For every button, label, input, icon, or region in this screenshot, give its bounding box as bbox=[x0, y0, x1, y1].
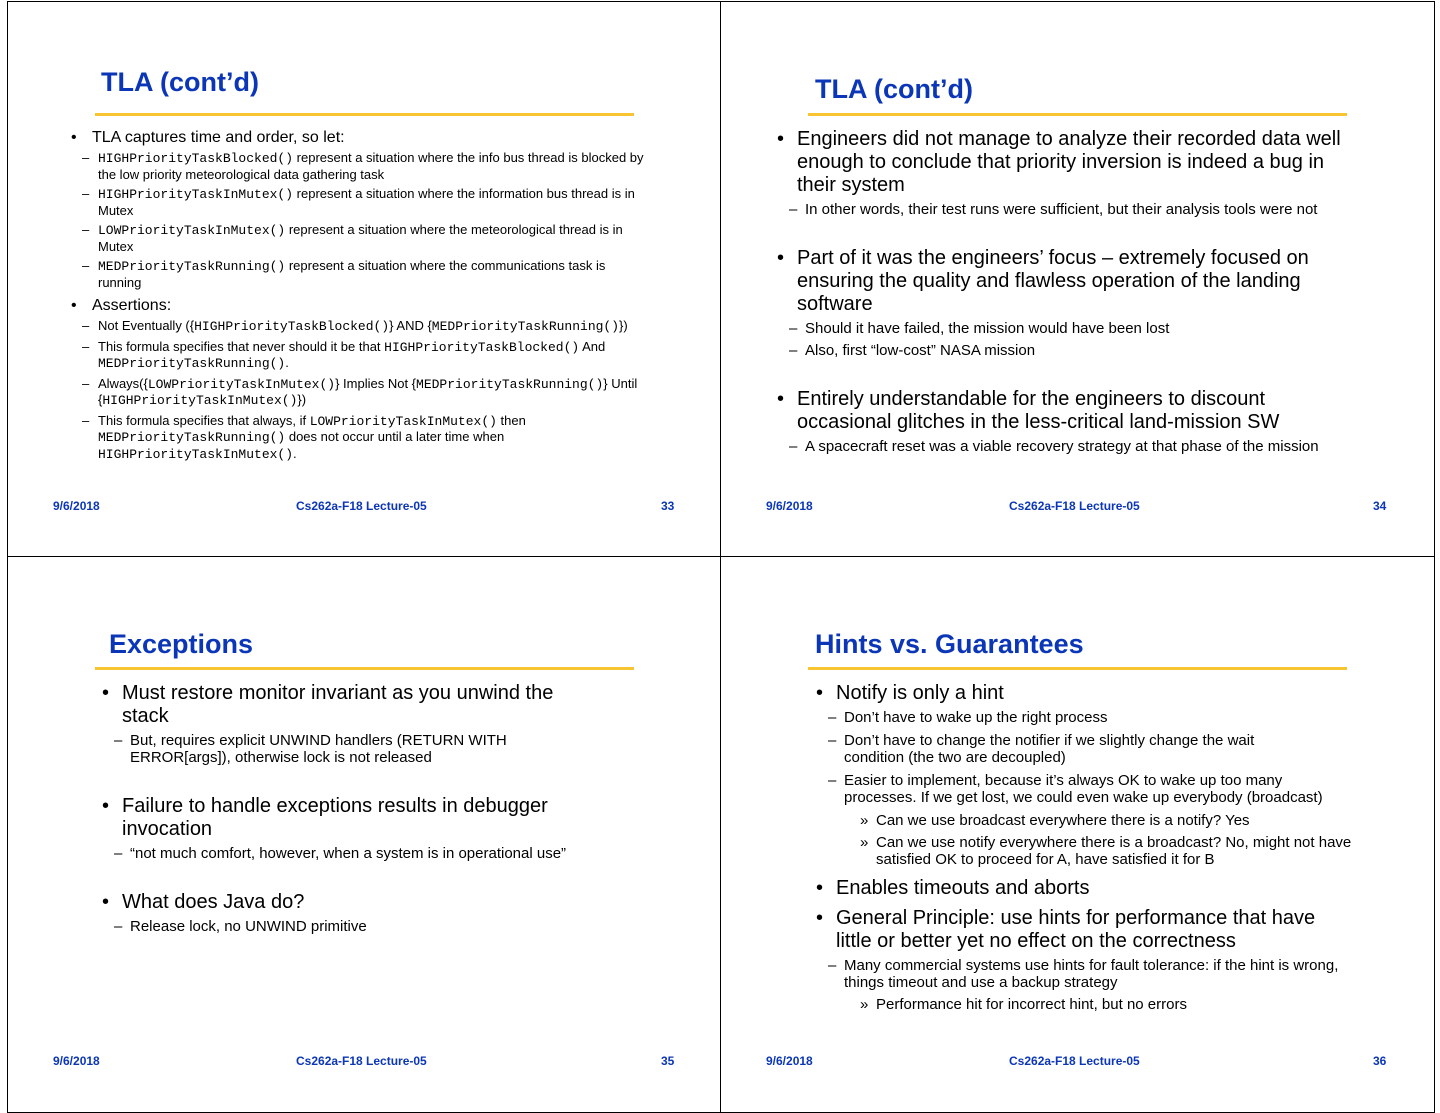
bullet-dot: • bbox=[816, 907, 824, 929]
text-run: } Implies Not { bbox=[335, 375, 417, 391]
text-run: . bbox=[293, 445, 297, 461]
sub-bullet-text: represent a situation where the info bus thread is blocked by the low priority meteorological data gathering task bbox=[98, 150, 644, 182]
dash: – bbox=[789, 342, 798, 359]
sub-bullet bbox=[71, 258, 651, 290]
sub-bullet bbox=[71, 376, 651, 409]
bullet-text: Notify is only a hint bbox=[836, 682, 1004, 704]
dash: – bbox=[789, 320, 798, 337]
sub-sub-bullet bbox=[816, 834, 1386, 868]
chevron: » bbox=[860, 996, 869, 1013]
text-run: does not occur until a later time when bbox=[285, 429, 505, 444]
sub-bullet bbox=[71, 150, 651, 182]
footer-page-number: 36 bbox=[1373, 1054, 1387, 1068]
footer-course: Cs262a-F18 Lecture-05 bbox=[1009, 499, 1140, 513]
footer-course: Cs262a-F18 Lecture-05 bbox=[296, 1054, 427, 1068]
bullet bbox=[102, 891, 622, 914]
bullet bbox=[777, 388, 1357, 434]
bullet-dot: • bbox=[71, 297, 77, 314]
bullet bbox=[102, 795, 602, 841]
dash: – bbox=[114, 918, 123, 935]
sub-bullet-text: Should it have failed, the mission would have been lost bbox=[805, 320, 1170, 337]
dash: – bbox=[82, 412, 90, 428]
bullet bbox=[816, 907, 1356, 953]
title-underline bbox=[808, 667, 1347, 670]
sub-bullet-text: Don’t have to change the notifier if we slightly change the wait condition (the two are decoupled) bbox=[844, 732, 1255, 766]
dash: – bbox=[82, 150, 90, 165]
code-term: MEDPriorityTaskRunning() bbox=[98, 259, 286, 274]
code-term: LOWPriorityTaskInMutex() bbox=[98, 223, 286, 238]
dash: – bbox=[789, 438, 798, 455]
sub-bullet-text: Many commercial systems use hints for fault tolerance: if the hint is wrong, things timeout and use a backup strategy bbox=[844, 957, 1339, 991]
footer-page-number: 33 bbox=[661, 499, 675, 513]
bullet-dot: • bbox=[102, 682, 110, 704]
sub-bullet bbox=[71, 339, 651, 372]
slide-34 bbox=[720, 1, 1435, 557]
dash: – bbox=[82, 222, 90, 237]
text-run: } AND { bbox=[389, 318, 432, 333]
sub-bullet bbox=[816, 709, 1356, 726]
title-underline bbox=[95, 667, 634, 670]
dash: – bbox=[828, 709, 837, 726]
sub-bullet-text: Also, first “low-cost” NASA mission bbox=[805, 342, 1036, 359]
sub-bullet bbox=[816, 957, 1354, 991]
footer-page-number: 34 bbox=[1373, 499, 1387, 513]
text-run: This formula specifies that always, if bbox=[98, 412, 310, 428]
sub-bullet-text: represent a situation where the communications task is running bbox=[98, 258, 606, 290]
dash: – bbox=[828, 957, 837, 974]
slide-body bbox=[816, 682, 1356, 1013]
sub-bullet bbox=[816, 772, 1354, 806]
sub-bullet bbox=[71, 318, 651, 335]
footer-course: Cs262a-F18 Lecture-05 bbox=[296, 499, 427, 513]
sub-bullet-text: Release lock, no UNWIND primitive bbox=[130, 918, 367, 935]
bullet-text: Enables timeouts and aborts bbox=[836, 877, 1090, 899]
sub-bullet-text: Don’t have to wake up the right process bbox=[844, 709, 1108, 726]
sub-bullet bbox=[816, 732, 1304, 766]
bullet bbox=[777, 128, 1357, 197]
bullet-dot: • bbox=[777, 247, 785, 269]
code-term: MEDPriorityTaskRunning() bbox=[431, 319, 620, 334]
code-term: HIGHPriorityTaskInMutex() bbox=[98, 446, 294, 462]
dash: – bbox=[114, 845, 123, 862]
slide-title: TLA (cont’d) bbox=[101, 67, 259, 97]
footer-course: Cs262a-F18 Lecture-05 bbox=[1009, 1054, 1140, 1068]
bullet bbox=[816, 877, 1356, 900]
sub-bullet-text: represent a situation where the meteorological thread is in Mutex bbox=[98, 222, 623, 254]
bullet bbox=[102, 682, 602, 728]
footer-date: 9/6/2018 bbox=[766, 499, 813, 513]
sub-bullet bbox=[777, 320, 1427, 337]
sub-sub-bullet bbox=[816, 996, 1356, 1013]
code-term: HIGHPriorityTaskInMutex() bbox=[98, 187, 294, 202]
sub-bullet-text: Easier to implement, because it’s always OK to wake up too many processes. If we get lost, we could even wake up everybody (broadcast) bbox=[844, 772, 1323, 806]
slide-title: Exceptions bbox=[109, 629, 254, 659]
footer-date: 9/6/2018 bbox=[766, 1054, 813, 1068]
text-run: }) bbox=[297, 392, 307, 407]
dash: – bbox=[828, 772, 837, 789]
bullet-text: Entirely understandable for the engineers to discount occasional glitches in the less-critical land-mission SW bbox=[797, 388, 1280, 433]
bullet-dot: • bbox=[777, 128, 785, 150]
code-term: HIGHPriorityTaskBlocked() bbox=[384, 339, 580, 355]
slide-36 bbox=[720, 556, 1435, 1113]
bullet-text: Failure to handle exceptions results in debugger invocation bbox=[122, 795, 548, 840]
sub-sub-bullet-text: Performance hit for incorrect hint, but no errors bbox=[876, 996, 1187, 1013]
title-underline bbox=[808, 113, 1347, 116]
code-term: MEDPriorityTaskRunning() bbox=[98, 356, 286, 371]
text-run: Not Eventually ({ bbox=[98, 318, 195, 333]
dash: – bbox=[82, 258, 90, 273]
sub-bullet-text: represent a situation where the information bus thread is in Mutex bbox=[98, 186, 635, 218]
dash: – bbox=[82, 375, 90, 391]
title-underline bbox=[95, 113, 634, 116]
bullet-text: Engineers did not manage to analyze their recorded data well enough to conclude that priority inversion is indeed a bug in their system bbox=[797, 128, 1341, 196]
sub-bullet bbox=[71, 413, 651, 463]
bullet bbox=[777, 247, 1357, 316]
sub-bullet-text: “not much comfort, however, when a system is in operational use” bbox=[130, 845, 567, 862]
bullet-dot: • bbox=[71, 129, 77, 146]
bullet-text: TLA captures time and order, so let: bbox=[92, 129, 345, 146]
text-run: Always({ bbox=[98, 375, 148, 391]
sub-bullet bbox=[102, 845, 622, 862]
sub-bullet bbox=[102, 918, 622, 935]
slide-body bbox=[102, 682, 622, 935]
bullet bbox=[71, 296, 651, 315]
slide-body bbox=[777, 128, 1427, 455]
dash: – bbox=[82, 318, 90, 333]
bullet-dot: • bbox=[102, 891, 110, 913]
bullet-dot: • bbox=[816, 682, 824, 704]
dash: – bbox=[114, 732, 123, 749]
slide-body bbox=[71, 128, 651, 462]
bullet-text: What does Java do? bbox=[122, 891, 305, 913]
bullet-text: Assertions: bbox=[92, 297, 172, 314]
footer-page-number: 35 bbox=[661, 1054, 675, 1068]
text-run: . bbox=[285, 355, 289, 370]
code-term: LOWPriorityTaskInMutex() bbox=[309, 413, 497, 429]
sub-bullet bbox=[777, 342, 1427, 359]
code-term: LOWPriorityTaskInMutex() bbox=[147, 376, 336, 392]
bullet-text: Must restore monitor invariant as you unwind the stack bbox=[122, 682, 554, 727]
dash: – bbox=[789, 201, 798, 218]
sub-bullet bbox=[71, 186, 651, 218]
slide-title: TLA (cont’d) bbox=[815, 74, 973, 104]
dash: – bbox=[82, 186, 90, 201]
bullet-dot: • bbox=[102, 795, 110, 817]
slide-33 bbox=[7, 1, 721, 557]
text-run: }) bbox=[619, 318, 628, 333]
sub-bullet-text: But, requires explicit UNWIND handlers (RETURN WITH ERROR[args]), otherwise lock is not released bbox=[130, 732, 507, 766]
sub-bullet bbox=[102, 732, 580, 766]
sub-bullet-text: In other words, their test runs were sufficient, but their analysis tools were not bbox=[805, 201, 1318, 218]
bullet-dot: • bbox=[816, 877, 824, 899]
bullet-text: General Principle: use hints for performance that have little or better yet no effect on the correctness bbox=[836, 907, 1316, 952]
code-term: HIGHPriorityTaskInMutex() bbox=[102, 393, 298, 408]
sub-bullet bbox=[777, 438, 1427, 455]
code-term: HIGHPriorityTaskBlocked() bbox=[194, 319, 390, 334]
sub-sub-bullet-text: Can we use notify everywhere there is a broadcast? No, might not have satisfied OK to proceed for A, have satisfied it for B bbox=[876, 834, 1352, 868]
chevron: » bbox=[860, 834, 869, 851]
slide-title: Hints vs. Guarantees bbox=[815, 629, 1084, 659]
chevron: » bbox=[860, 812, 869, 829]
bullet bbox=[71, 128, 651, 147]
sub-bullet-text: A spacecraft reset was a viable recovery strategy at that phase of the mission bbox=[805, 438, 1319, 455]
sub-sub-bullet-text: Can we use broadcast everywhere there is a notify? Yes bbox=[876, 812, 1250, 829]
code-term: MEDPriorityTaskRunning() bbox=[416, 376, 604, 392]
code-term: MEDPriorityTaskRunning() bbox=[98, 430, 286, 445]
slide-35 bbox=[7, 556, 721, 1113]
sub-sub-bullet bbox=[816, 812, 1356, 829]
text-run: } Until { bbox=[98, 375, 638, 407]
text-run: And bbox=[579, 338, 606, 354]
sub-bullet bbox=[71, 222, 651, 254]
dash: – bbox=[828, 732, 837, 749]
footer-date: 9/6/2018 bbox=[53, 499, 100, 513]
bullet-dot: • bbox=[777, 388, 785, 410]
bullet-text: Part of it was the engineers’ focus – extremely focused on ensuring the quality and flawless operation of the landing software bbox=[797, 247, 1309, 315]
bullet bbox=[816, 682, 1356, 705]
code-term: HIGHPriorityTaskBlocked() bbox=[98, 151, 294, 166]
sub-bullet bbox=[777, 201, 1427, 218]
footer-date: 9/6/2018 bbox=[53, 1054, 100, 1068]
text-run: This formula specifies that never should it be that bbox=[98, 338, 385, 354]
dash: – bbox=[82, 338, 90, 354]
text-run: then bbox=[496, 412, 526, 428]
